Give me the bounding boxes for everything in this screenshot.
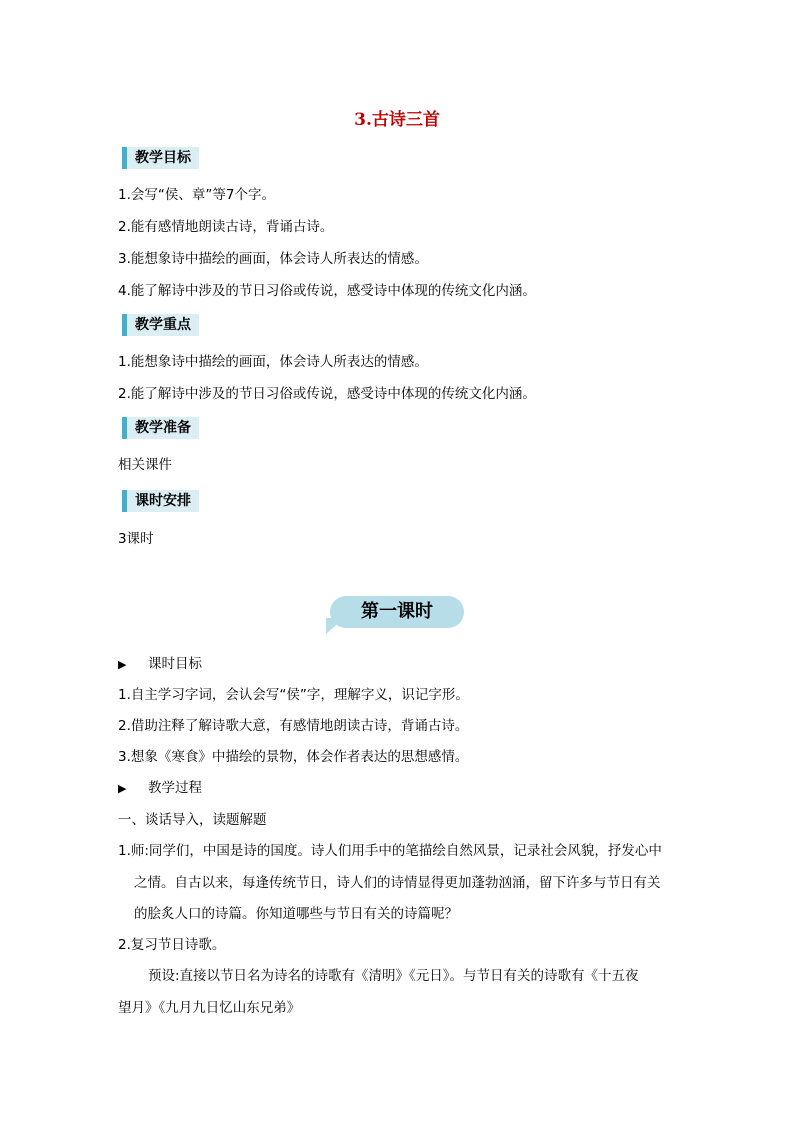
step1-item1-line2: 之情。自古以来，每逢传统节日，诗人们的诗情显得更加蓬勃汹涌，留下许多与节日有关 — [134, 875, 661, 891]
lesson-goals-heading-label: 课时目标 — [148, 656, 202, 672]
arrow-bullet-icon: ▶ — [118, 782, 127, 795]
lesson-goal-item-3: 3.想象《寒食》中描绘的景物，体会作者表达的思想感情。 — [118, 749, 469, 765]
section-heading-goals: 教学目标 — [122, 147, 199, 169]
step1-item1-line1: 1.师:同学们，中国是诗的国度。诗人们用手中的笔描绘自然风景，记录社会风貌，抒发心中 — [118, 843, 662, 859]
step1-item1-line3: 的脍炙人口的诗篇。你知道哪些与节日有关的诗篇呢？ — [134, 906, 458, 922]
section-heading-prep: 教学准备 — [122, 417, 199, 439]
schedule-text: 3课时 — [118, 531, 154, 547]
arrow-bullet-icon: ▶ — [118, 658, 127, 671]
process-heading-label: 教学过程 — [148, 780, 202, 796]
prep-text: 相关课件 — [118, 457, 172, 473]
lesson-goal-item-2: 2.借助注释了解诗歌大意，有感情地朗读古诗，背诵古诗。 — [118, 718, 469, 734]
lesson-goals-heading — [118, 654, 202, 675]
section-heading-focus: 教学重点 — [122, 314, 199, 336]
focus-item-1: 1.能想象诗中描绘的画面，体会诗人所表达的情感。 — [118, 354, 428, 370]
lesson-badge-label: 第一课时 — [330, 596, 464, 628]
preset-line1: 预设:直接以节日名为诗名的诗歌有《清明》《元日》。与节日有关的诗歌有《十五夜 — [148, 968, 639, 984]
step1-item2: 2.复习节日诗歌。 — [118, 937, 226, 953]
document-title: 3.古诗三首 — [354, 110, 440, 130]
goal-item-4: 4.能了解诗中涉及的节日习俗或传说，感受诗中体现的传统文化内涵。 — [118, 283, 536, 299]
process-heading — [118, 778, 202, 799]
lesson-badge — [326, 596, 466, 638]
goal-item-2: 2.能有感情地朗读古诗，背诵古诗。 — [118, 219, 334, 235]
lesson-goal-item-1: 1.自主学习字词，会认会写“侯”字，理解字义，识记字形。 — [118, 687, 469, 703]
step1-heading: 一、谈话导入，读题解题 — [118, 812, 267, 828]
section-heading-schedule: 课时安排 — [122, 490, 199, 512]
goal-item-1: 1.会写“侯、章”等7个字。 — [118, 187, 275, 203]
goal-item-3: 3.能想象诗中描绘的画面，体会诗人所表达的情感。 — [118, 251, 428, 267]
focus-item-2: 2.能了解诗中涉及的节日习俗或传说，感受诗中体现的传统文化内涵。 — [118, 386, 536, 402]
preset-line2: 望月》《九月九日忆山东兄弟》 — [118, 1000, 301, 1016]
